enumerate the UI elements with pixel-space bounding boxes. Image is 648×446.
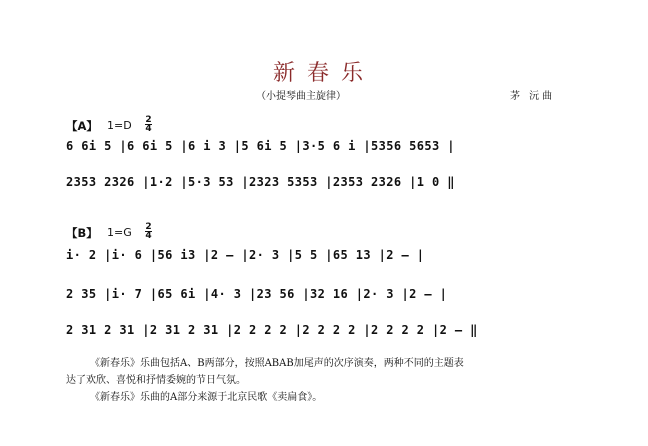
time-denominator: 4 (145, 124, 152, 134)
score-title: 新春乐 (272, 61, 375, 86)
time-numerator: 2 (145, 222, 152, 232)
time-numerator: 2 (145, 115, 152, 125)
section-a-time-signature (145, 116, 152, 133)
section-b-time-signature (145, 223, 152, 240)
score-line-1: 6 6i 5 |6 6i 5 |6 i 3 |5 6i 5 |3·5 6 i |5356 5653 | (66, 139, 455, 153)
note-paragraph-line-1: 《新春乐》乐曲包括A、B两部分，按照ABAB加尾声的次序演奏，两种不同的主题表 (90, 358, 464, 369)
score-line-5: 2 31 2 31 |2 31 2 31 |2 2 2 2 |2 2 2 2 |2 2 2 2 |2 – ‖ (66, 323, 478, 337)
section-a-key: 1=D (107, 119, 132, 132)
section-b-label: 【B】 (66, 226, 98, 240)
score-subtitle: （小提琴曲主旋律） (256, 91, 346, 102)
score-line-4: 2 35 |i· 7 |65 6i |4· 3 |23 56 |32 16 |2· 3 |2 – | (66, 287, 448, 301)
score-line-3: i· 2 |i· 6 |56 i3 |2 – |2· 3 |5 5 |65 13 |2 – | (66, 248, 425, 262)
section-b-key: 1=G (107, 226, 132, 239)
composer-credit: 茅 沅曲 (510, 91, 556, 102)
note-paragraph-line-3: 《新春乐》乐曲的A部分来源于北京民歌《卖扁食》。 (90, 392, 323, 403)
note-paragraph-line-2: 达了欢欣、喜悦和抒情委婉的节日气氛。 (66, 375, 246, 386)
time-denominator: 4 (145, 231, 152, 241)
score-line-2: 2353 2326 |1·2 |5·3 53 |2323 5353 |2353 2326 |1 0 ‖ (66, 175, 455, 189)
section-a-label: 【A】 (66, 119, 98, 133)
